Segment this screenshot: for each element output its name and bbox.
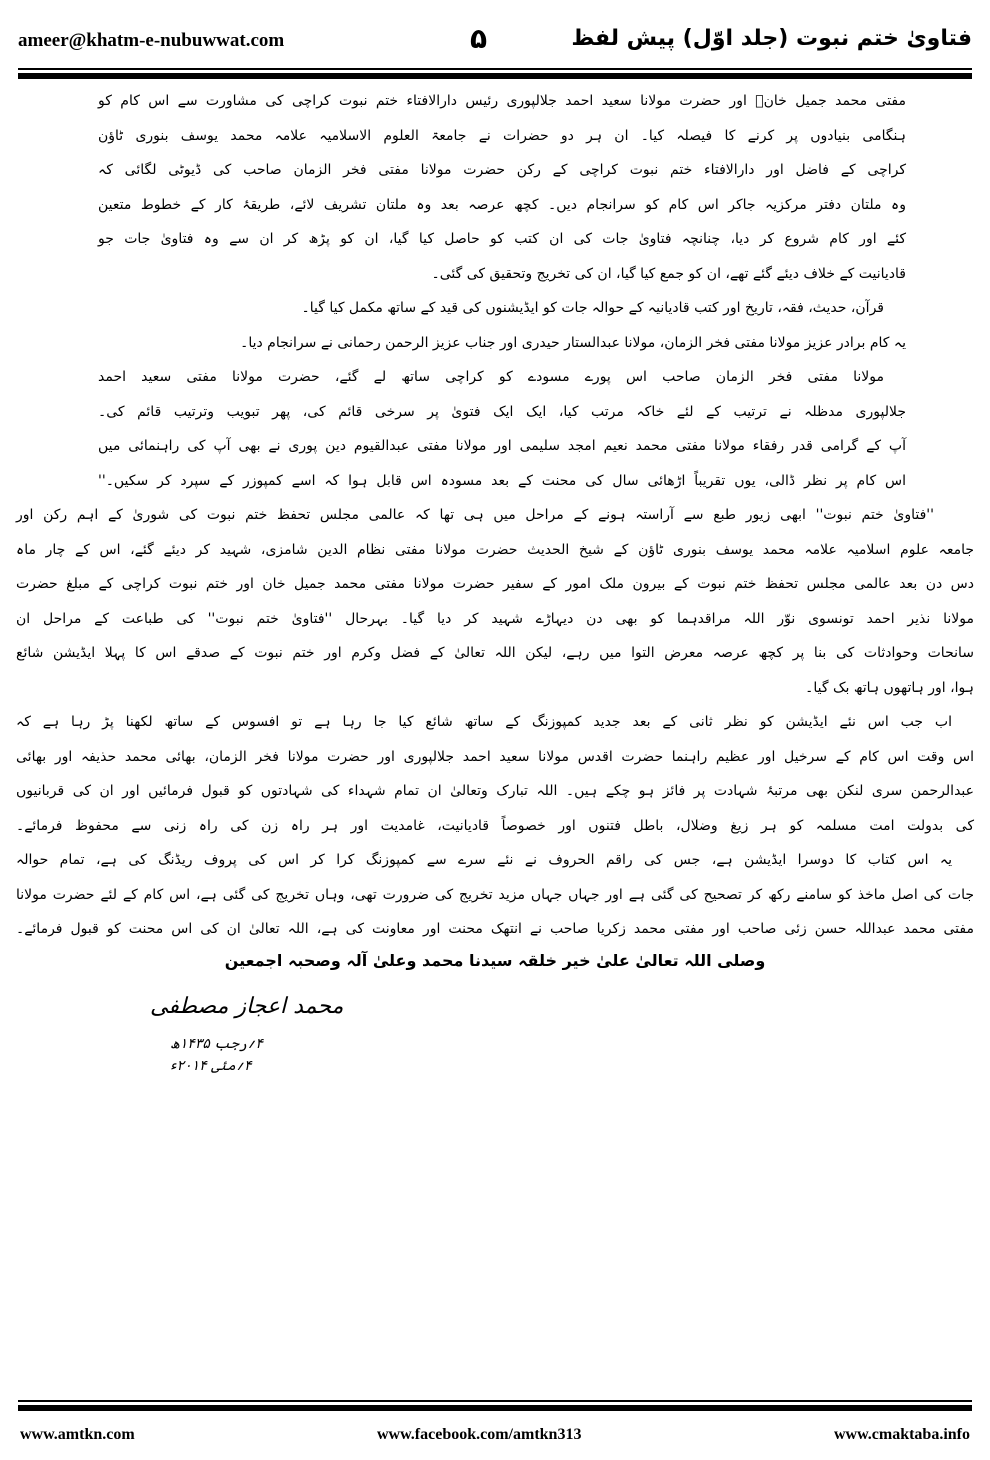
text-line: ''فتاویٰ ختم نبوت'' ابھی زیور طبع سے آراستہ ہونے کے مراحل میں ہی تھا کہ عالمی مجلس تحفظ ختم نبوت کی شوریٰ کے اہم رکن اور (16, 507, 934, 523)
signature-date (0, 1033, 990, 1077)
text-line: کراچی کے فاضل اور دارالافتاء ختم نبوت کراچی کے رکن حضرت مولانا مفتی فخر الزمان صاحب کی ڈیوٹی لگائی کہ (98, 162, 906, 178)
text-line: قادیانیت کے خلاف دیئے گئے تھے، ان کو جمع کیا گیا، ان کی تخریج وتحقیق کی گئی۔ (431, 265, 906, 282)
text-line: کی بدولت امت مسلمہ کو ہر زیغ وضلال، باطل فتنوں اور خصوصاً قادیانیت، غامدیت اور ہر راہ زن کی راہ زنی سے محفوظ فرمائے۔ (16, 817, 974, 834)
text-line: جامعہ علوم اسلامیہ علامہ محمد یوسف بنوری ٹاؤن کے شیخ الحدیث حضرت مولانا مفتی نظام الدین شامزی، شہید کر دیئے گئے، اس کے چار ماہ (16, 541, 974, 558)
text-line: اب جب اس نئے ایڈیشن کو نظر ثانی کے بعد جدید کمپوزنگ کے ساتھ شائع کیا جا رہا ہے تو افسوس کے ساتھ لکھنا پڑ رہا ہے کہ (16, 714, 952, 730)
text-line: مولانا نذیر احمد تونسوی نوّر اللہ مراقدہما کو بھی دن دیہاڑے شہید کر دیا گیا۔ بہرحال ''فتاویٰ ختم نبوت'' کی طباعت کے مراحل ان (16, 610, 974, 627)
book-title: فتاویٰ ختم نبوت (جلد اوّل) پیش لفظ (571, 26, 972, 51)
text-line: وہ ملتان دفتر مرکزیہ جاکر اس کام کو سرانجام دیں۔ کچھ عرصہ بعد وہ ملتان تشریف لائے، طریقۂ کار کے خطوط متعین (98, 196, 906, 213)
date-gregorian: ۴؍مئی ۲۰۱۴ء (170, 1057, 252, 1074)
text-line: سانحات وحوادثات کی بنا پر کچھ عرصہ معرض التوا میں رہے، لیکن اللہ تعالیٰ کے فضل وکرم اور ختم نبوت کے صدقے اس کا پہلا ایڈیشن شائع (16, 645, 974, 661)
text-line: ہنگامی بنیادوں پر کرنے کا فیصلہ کیا۔ ان ہر دو حضرات نے جامعۃ العلوم الاسلامیہ علامہ محمد یوسف بنوری ٹاؤن (98, 127, 906, 144)
text-line: مفتی محمد عبداللہ حسن زئی صاحب اور مفتی محمد زکریا صاحب نے انتھک محنت اور معاونت کی ہے، اللہ تعالیٰ ان کی اس محنت کو قبول فرمائے۔ (16, 921, 974, 937)
text-line: مفتی محمد جمیل خانؒ اور حضرت مولانا سعید احمد جلالپوری رئیس دارالافتاء ختم نبوت کراچی کی مشاورت سے اس کام کو (98, 93, 906, 109)
text-line: آپ کے گرامی قدر رفقاء مولانا مفتی محمد نعیم امجد سلیمی اور مولانا مفتی عبدالقیوم دین پوری نے بھی آپ کی راہنمائی میں (98, 438, 906, 454)
author-signature: محمد اعجاز مصطفی (150, 993, 344, 1019)
date-hijri: ۴؍رجب ۱۴۳۵ھ (170, 1035, 263, 1052)
paragraph-block-2 (16, 498, 974, 947)
footer-link-amtkn[interactable]: www.amtkn.com (20, 1426, 135, 1443)
header-divider (18, 68, 972, 70)
footer-divider (18, 1400, 972, 1402)
footer-link-facebook[interactable]: www.facebook.com/amtkn313 (377, 1426, 582, 1443)
text-line: اس کام پر نظر ڈالی، یوں تقریباً اڑھائی سال کی محنت کے بعد مسودہ اس قابل ہوا کہ اسے کمپوزر کے سپرد کر سکیں۔'' (98, 472, 906, 489)
header-divider-thick (18, 73, 972, 79)
text-line: جلالپوری مدظلہ نے ترتیب کے لئے خاکہ مرتب کیا، ایک ایک فتویٰ پر سرخی قائم کی، پھر تبویب وترتیب قائم کی۔ (98, 403, 906, 420)
paragraph-block-1 (98, 84, 906, 498)
text-line: یہ اس کتاب کا دوسرا ایڈیشن ہے، جس کی راقم الحروف نے نئے سرے سے کمپوزنگ کرا کر اس کی پروف ریڈنگ کی ہے، تمام حوالہ (16, 852, 952, 868)
closing-salawat: وصلی اللہ تعالیٰ علیٰ خیر خلقہ سیدنا محمد وعلیٰ آلہ وصحبہ اجمعین (224, 950, 766, 970)
page-number: ۵ (470, 22, 488, 55)
text-line: ہوا، اور ہاتھوں ہاتھ بک گیا۔ (805, 679, 974, 696)
text-line: اس وقت اس کام کے سرخیل اور عظیم راہنما حضرت اقدس مولانا سعید احمد جلالپوری اور حضرت مولانا فخر الزمان، بھائی محمد حذیفہ اور بھائی (16, 748, 974, 765)
text-line: دس دن بعد عالمی مجلس تحفظ ختم نبوت کے بیرون ملک امور کے سفیر حضرت مولانا مفتی محمد جمیل خان اور ختم نبوت کراچی کے مبلغ حضرت (16, 576, 974, 592)
text-line: مولانا مفتی فخر الزمان صاحب اس پورے مسودے کو کراچی ساتھ لے گئے، حضرت مولانا مفتی سعید احمد (98, 369, 884, 385)
footer-divider-thick (18, 1405, 972, 1411)
text-line: عبدالرحمن سری لنکن بھی مرتبۂ شہادت پر فائز ہو چکے ہیں۔ اللہ تبارک وتعالیٰ ان تمام شہداء کی شہادتوں کو قبول فرمائیں اور ان کی قربانیوں (16, 783, 974, 799)
text-line: کئے اور کام شروع کر دیا، چنانچہ فتاویٰ جات کی ان کتب کو حاصل کیا گیا، ان کو پڑھ کر ان سے وہ فتاویٰ جات جو (98, 231, 906, 247)
footer-link-cmaktaba[interactable]: www.cmaktaba.info (833, 1426, 970, 1443)
text-line: جات کی اصل ماخذ کو سامنے رکھ کر تصحیح کی گئی ہے اور جہاں جہاں مزید تخریج کی ضرورت تھی، وہاں تخریج کی گئی ہے، اس کام کے لئے حضرت مولانا (16, 886, 974, 903)
page-content (0, 84, 990, 1077)
text-line: قرآن، حدیث، فقہ، تاریخ اور کتب قادیانیہ کے حوالہ جات کو ایڈیشنوں کی قید کے ساتھ مکمل کیا گیا۔ (301, 300, 884, 316)
text-line: یہ کام برادر عزیز مولانا مفتی فخر الزمان، مولانا عبدالستار حیدری اور جناب عزیز الرحمن رحمانی نے سرانجام دیا۔ (240, 334, 906, 351)
header-email: ameer@khatm-e-nubuwwat.com (18, 30, 285, 51)
